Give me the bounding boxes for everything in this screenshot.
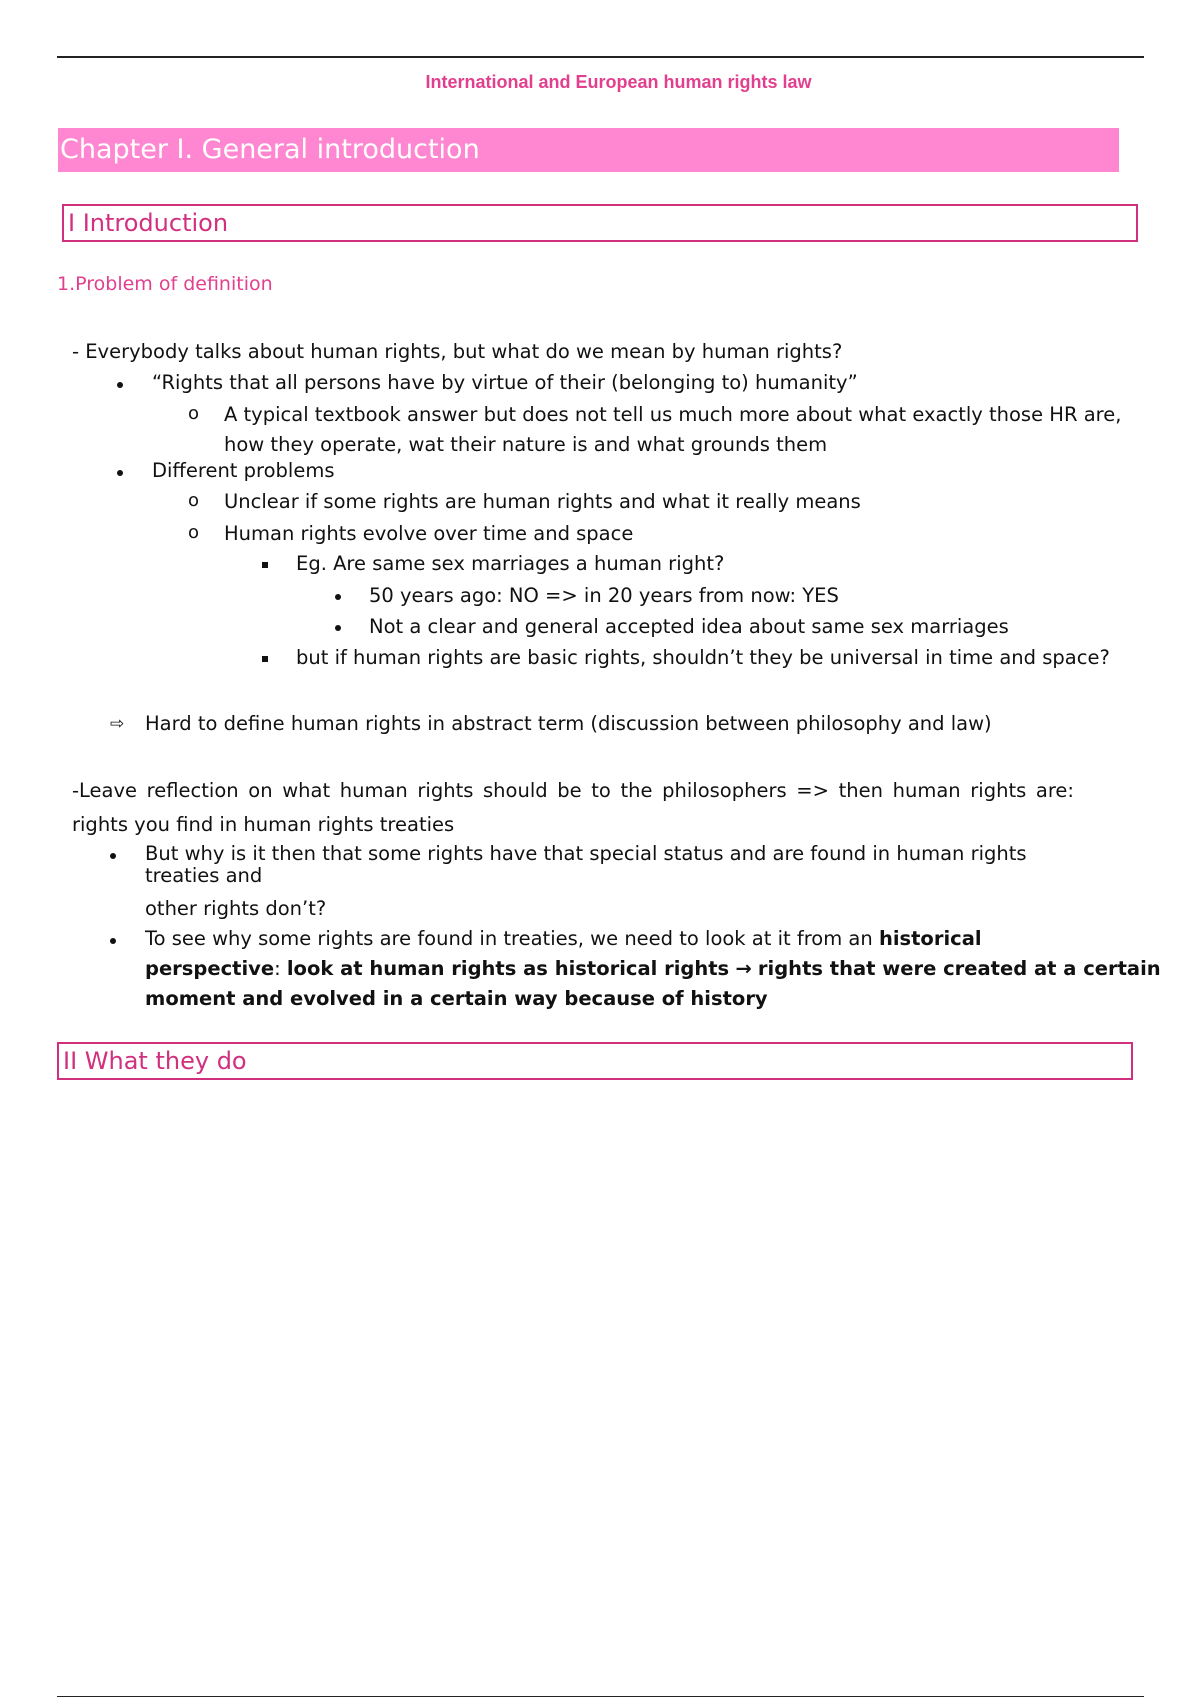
different-problems: Different problems: [152, 459, 335, 482]
bullet-o: o: [188, 522, 200, 543]
historical-prefix: To see why some rights are found in treaties, we need to look at it from an: [145, 927, 879, 950]
universal-question: but if human rights are basic rights, shouldn’t they be universal in time and space?: [296, 646, 1110, 669]
problem-evolve: Human rights evolve over time and space: [224, 522, 634, 545]
example-same-sex: Eg. Are same sex marriages a human right?: [296, 552, 725, 575]
top-rule: [57, 56, 1144, 58]
historical-rights-bold: look at human rights as historical rights: [286, 957, 730, 980]
example-no-clear-idea: Not a clear and general accepted idea about same sex marriages: [369, 615, 1009, 638]
document-header: International and European human rights law: [425, 72, 812, 92]
reflection-line2: rights you find in human rights treaties: [72, 813, 455, 836]
conclusion-line: Hard to define human rights in abstract term (discussion between philosophy and law): [145, 712, 992, 735]
section-heading-introduction: I Introduction: [62, 204, 1138, 242]
special-status-line2: treaties and: [145, 864, 263, 887]
section-heading-what-they-do: II What they do: [57, 1042, 1133, 1080]
special-status-line3: other rights don’t?: [145, 897, 327, 920]
bullet-o: o: [188, 403, 200, 424]
historical-perspective-line2: [145, 957, 1161, 980]
bullet-dot: [335, 625, 341, 631]
problem-unclear: Unclear if some rights are human rights and what it really means: [224, 490, 861, 513]
textbook-answer-line2: how they operate, wat their nature is and what grounds them: [224, 433, 828, 456]
special-status-line1: But why is it then that some rights have that special status and are found in human rights: [145, 842, 1027, 865]
chapter-heading: Chapter I. General introduction: [58, 128, 1119, 172]
bullet-square: [262, 656, 268, 662]
bullet-o: o: [188, 490, 200, 511]
history-bold: moment and evolved in a certain way because of history: [145, 987, 768, 1010]
bullet-square: [262, 562, 268, 568]
textbook-answer-line1: A typical textbook answer but does not tell us much more about what exactly those HR are,: [224, 403, 1122, 426]
bold-arrow-icon: →: [735, 957, 752, 980]
bullet-dot: [117, 382, 123, 388]
reflection-line1-text: -Leave reflection on what human rights should be to the philosophers => then human rights are:: [72, 779, 1074, 802]
historical-perspective-line3: [145, 987, 768, 1010]
bullet-dot: [110, 938, 116, 944]
reflection-line1: [72, 779, 1074, 802]
example-years: 50 years ago: NO => in 20 years from now: YES: [369, 584, 839, 607]
perspective-bold: perspective: [145, 957, 275, 980]
created-rights-bold: rights that were created at a certain: [757, 957, 1161, 980]
hollow-arrow-icon: ⇨: [110, 714, 125, 734]
bullet-dot: [335, 594, 341, 600]
perspective-colon: :: [274, 957, 287, 980]
question-line: - Everybody talks about human rights, but what do we mean by human rights?: [72, 340, 843, 363]
definition-quote: “Rights that all persons have by virtue of their (belonging to) humanity”: [152, 371, 858, 394]
bottom-rule: [57, 1696, 1144, 1697]
bullet-dot: [110, 853, 116, 859]
subsection-heading: 1.Problem of definition: [57, 273, 273, 295]
bullet-dot: [117, 470, 123, 476]
historical-bold: historical: [878, 927, 982, 950]
historical-perspective-line1: [145, 927, 982, 950]
